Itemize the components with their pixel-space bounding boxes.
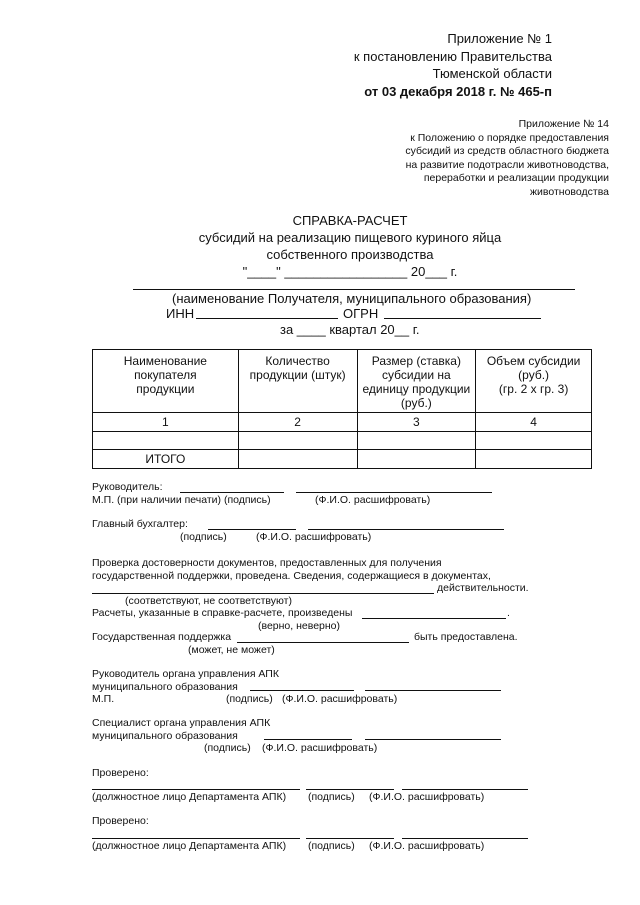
accountant-label: Главный бухгалтер: — [92, 518, 188, 530]
appendix-1-block — [354, 30, 552, 100]
ogrn-line — [384, 318, 541, 319]
head-sign-line — [180, 492, 284, 493]
calc-caption: (верно, неверно) — [258, 620, 341, 632]
column-header: Объем субсидии (руб.) (гр. 2 x гр. 3) — [476, 350, 592, 413]
appendix-14-line: переработки и реализации продукции — [423, 172, 609, 184]
check-caption: (соответствуют, не соответствуют) — [125, 595, 292, 607]
column-number: 2 — [238, 413, 357, 432]
appendix-1-line: Приложение № 1 — [447, 31, 552, 46]
subsidy-table — [92, 349, 592, 469]
apk-head-sign-caption: (подпись) — [226, 693, 273, 705]
accountant-fio-line — [308, 529, 504, 530]
specialist-sign-caption: (подпись) — [204, 742, 251, 754]
support-end: быть предоставлена. — [414, 631, 518, 643]
checked-1-sign-line — [306, 789, 394, 790]
checked-1-fio: (Ф.И.О. расшифровать) — [369, 791, 485, 803]
appendix-14-line: Приложение № 14 — [518, 118, 609, 130]
title-line-1: субсидий на реализацию пищевого куриного яйца — [198, 230, 502, 245]
apk-head-fio-line — [365, 690, 501, 691]
appendix-14-block — [405, 118, 609, 199]
apk-head-fio-caption: (Ф.И.О. расшифровать) — [282, 693, 398, 705]
appendix-1-line: к постановлению Правительства — [353, 48, 552, 64]
checked-1-label: Проверено: — [92, 767, 149, 779]
checked-2-official-line — [92, 838, 300, 839]
apk-head-line-1: Руководитель органа управления АПК — [92, 668, 279, 680]
checked-1-sign: (подпись) — [308, 791, 355, 803]
column-number: 4 — [476, 413, 592, 432]
support-caption: (может, не может) — [188, 644, 275, 656]
column-number-row — [93, 413, 592, 432]
head-caption: М.П. (при наличии печати) (подпись) — [92, 494, 271, 506]
checked-2-sign-line — [306, 838, 394, 839]
table-header-row — [93, 350, 592, 413]
table-cell — [476, 432, 592, 450]
column-header: Наименование покупателя продукции — [93, 350, 239, 413]
table-cell — [93, 432, 239, 450]
appendix-14-line: животноводства — [530, 185, 609, 198]
checked-2-label: Проверено: — [92, 815, 149, 827]
check-reliability: действительности. — [437, 582, 529, 594]
table-cell — [357, 432, 476, 450]
document-title: СПРАВКА-РАСЧЕТ — [292, 213, 408, 228]
specialist-fio-line — [365, 739, 501, 740]
checked-2-fio-line — [402, 838, 528, 839]
column-number: 1 — [93, 413, 239, 432]
apk-head-mp: М.П. — [92, 693, 115, 705]
head-label: Руководитель: — [92, 481, 163, 493]
inn-line — [196, 318, 338, 319]
specialist-line-2: муниципального образования — [92, 730, 238, 742]
recipient-caption: (наименование Получателя, муниципального образования) — [172, 291, 532, 306]
table-row — [93, 432, 592, 450]
check-line-2: государственной поддержки, проведена. Сведения, содержащиеся в документах, — [92, 570, 491, 582]
checked-2-sign: (подпись) — [308, 840, 355, 852]
title-date-line: "____" _________________ 20___ г. — [242, 264, 458, 279]
total-row — [93, 450, 592, 469]
head-fio-line — [296, 492, 492, 493]
column-number: 3 — [357, 413, 476, 432]
appendix-14-line: на развитие подотрасли животноводства, — [405, 158, 609, 171]
title-block — [0, 212, 640, 280]
title-line-2: собственного производства — [266, 247, 434, 262]
appendix-14-line: к Положению о порядке предоставления — [410, 131, 609, 144]
check-line-1: Проверка достоверности документов, предоставленных для получения — [92, 557, 442, 569]
support-line — [237, 642, 409, 643]
checked-1-official-line — [92, 789, 300, 790]
quarter-line: за ____ квартал 20__ г. — [280, 322, 420, 337]
checked-2-fio: (Ф.И.О. расшифровать) — [369, 840, 485, 852]
recipient-name-line — [133, 289, 575, 290]
check-result-line — [92, 593, 434, 594]
table-cell — [357, 450, 476, 469]
table-cell — [238, 450, 357, 469]
accountant-sign-caption: (подпись) — [180, 531, 227, 543]
head-fio-caption: (Ф.И.О. расшифровать) — [315, 494, 431, 506]
column-header: Размер (ставка) субсидии на единицу продукции (руб.) — [357, 350, 476, 413]
ogrn-label: ОГРН — [343, 306, 379, 321]
accountant-fio-caption: (Ф.И.О. расшифровать) — [256, 531, 372, 543]
column-header: Количество продукции (штук) — [238, 350, 357, 413]
calc-text: Расчеты, указанные в справке-расчете, произведены — [92, 607, 353, 619]
inn-label: ИНН — [166, 306, 195, 321]
appendix-1-date: от 03 декабря 2018 г. № 465-п — [364, 83, 552, 99]
apk-head-line-2: муниципального образования — [92, 681, 238, 693]
table-cell — [476, 450, 592, 469]
specialist-fio-caption: (Ф.И.О. расшифровать) — [262, 742, 378, 754]
calc-line — [362, 618, 506, 619]
appendix-14-line: субсидий из средств областного бюджета — [405, 145, 609, 157]
accountant-sign-line — [208, 529, 296, 530]
checked-1-fio-line — [402, 789, 528, 790]
checked-2-official: (должностное лицо Департамента АПК) — [92, 840, 287, 852]
specialist-line-1: Специалист органа управления АПК — [92, 717, 271, 729]
apk-head-sign-line — [250, 690, 354, 691]
total-label: ИТОГО — [93, 450, 239, 469]
appendix-1-line: Тюменской области — [432, 66, 552, 81]
table-cell — [238, 432, 357, 450]
support-text: Государственная поддержка — [92, 631, 232, 643]
calc-dot: . — [507, 607, 510, 619]
specialist-sign-line — [264, 739, 352, 740]
checked-1-official: (должностное лицо Департамента АПК) — [92, 791, 287, 803]
